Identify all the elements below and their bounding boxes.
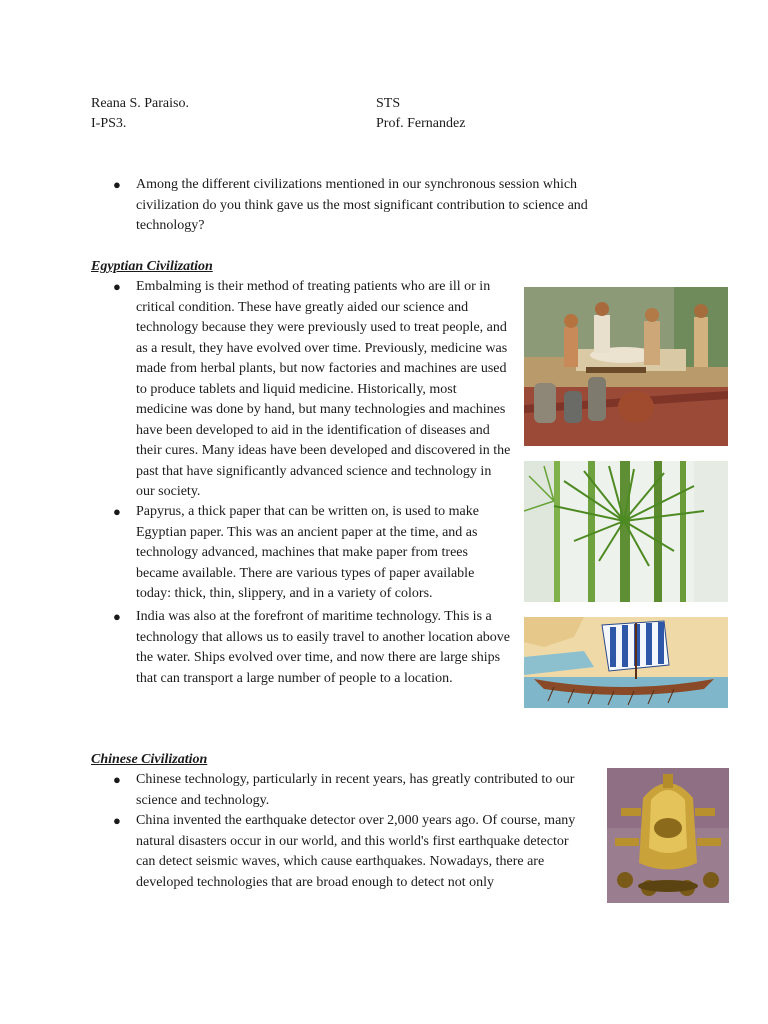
bullet-dot: ● xyxy=(113,813,121,828)
question-text: Among the different civilizations mentioned in our synchronous session which civilization do you think gave us the most significant contribution to science and technology? xyxy=(136,177,588,233)
professor-name: Prof. Fernandez xyxy=(376,116,466,131)
bullet-text: Embalming is their method of treating patients who are ill or in critical condition. These have greatly aided our science and technology because they were previously used to treat people, and as a result, they have evolved over time. Previously, medicine was made from herbal plants, but now factories and machines are used to produce tablets and liquid medicine. Historically, most medicine was done by hand, but many technologies and machines have been developed to aid in the identification of diseases and their cures. Many ideas have been developed and discovered in the past that have significantly advanced science and technology in our society. xyxy=(136,279,511,499)
author-name: Reana S. Paraiso. xyxy=(91,96,189,111)
bullet-text: India was also at the forefront of maritime technology. This is a technology that allows us to easily travel to another location above the water. Ships evolved over time, and now there are large ships that can transport a large number of people to a location. xyxy=(136,609,511,686)
ship-image xyxy=(524,617,728,708)
bullet-dot: ● xyxy=(113,772,121,787)
bullet-text: China invented the earthquake detector over 2,000 years ago. Of course, many natural disasters occur in our world, and this world's first earthquake detector can detect seismic waves, which cause earthquakes. Nowadays, there are developed technologies that are broad enough to detect not only xyxy=(136,813,576,890)
bullet-dot: ● xyxy=(113,279,121,294)
author-section: I-PS3. xyxy=(91,116,127,131)
egyptian-heading: Egyptian Civilization xyxy=(91,259,213,274)
papyrus-image xyxy=(524,461,728,602)
bullet-dot: ● xyxy=(113,177,121,192)
embalming-image xyxy=(524,287,728,446)
subject-label: STS xyxy=(376,96,401,111)
bullet-text: Chinese technology, particularly in recent years, has greatly contributed to our science and technology. xyxy=(136,772,575,808)
bullet-text: Papyrus, a thick paper that can be written on, is used to make Egyptian paper. This was an ancient paper at the time, and as technology advanced, machines that make paper from trees became available. There are various types of paper available today: thick, thin, slippery, and in a variety of colors. xyxy=(136,504,479,601)
bullet-dot: ● xyxy=(113,504,121,519)
chinese-heading: Chinese Civilization xyxy=(91,752,208,767)
bullet-dot: ● xyxy=(113,609,121,624)
earthquake-detector-image xyxy=(607,768,729,903)
